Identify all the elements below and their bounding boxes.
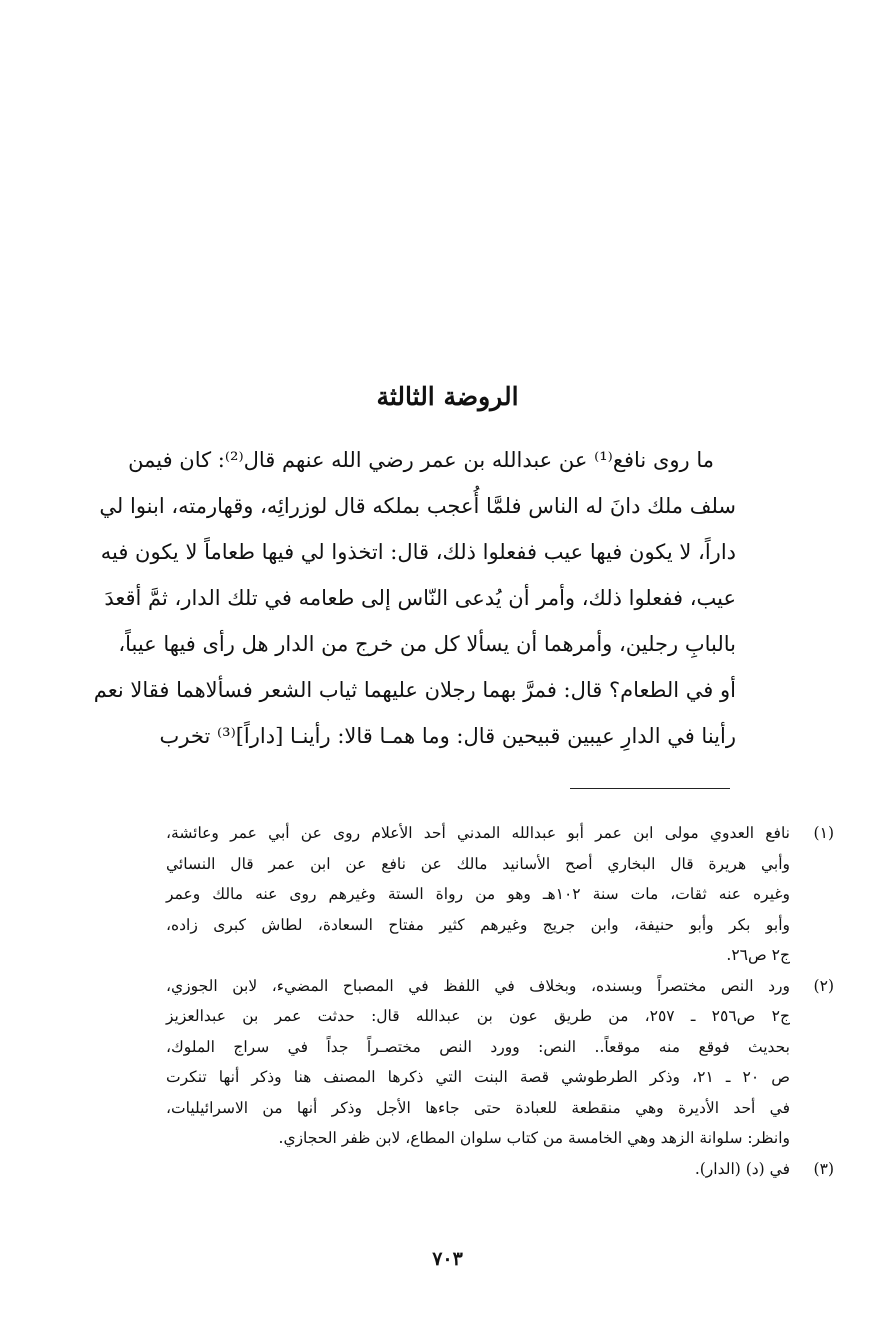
footnote [166, 818, 834, 971]
main-text [93, 437, 736, 759]
footnote-line: وأبي هريرة قال البخاري أصح الأسانيد مالك عن نافع عن ابن عمر قال النسائي [166, 854, 790, 873]
main-text-line: ما روى نافع⁽¹⁾ عن عبدالله بن عمر رضي الله عنهم قال⁽²⁾: كان فيمن [128, 448, 714, 472]
footnote-number: (١) [813, 824, 834, 842]
footnote [166, 1154, 834, 1185]
footnote-line: وأبو بكر وأبو حنيفة، وابن جريج وغيرهم كثير مفتاح السعادة، لطاش كبرى زاده، [166, 915, 790, 934]
footnote-number: (٢) [813, 976, 834, 995]
main-text-line: داراً، لا يكون فيها عيب ففعلوا ذلك، قال: اتخذوا لي فيها طعاماً لا يكون فيه [100, 540, 736, 564]
footnote-separator [570, 788, 730, 789]
footnote-line: ص ٢٠ ـ ٢١، وذكر الطرطوشي قصة البنت التي ذكرها المصنف هنا وذكر أنها تنكرت [166, 1068, 790, 1086]
main-text-line: سلف ملك دانَ له الناس فلمَّا أُعجب بملكه قال لوزرائِه، وقهارمته، ابنوا لي [99, 494, 736, 518]
main-text-line: بالبابِ رجلين، وأمرهما أن يسألا كل من خرج من الدار هل رأى فيها عيباً، [118, 632, 736, 656]
footnote-line: ورد النص مختصراً وبسنده، وبخلاف في اللفظ في المصباح المضيء، لابن الجوزي، [166, 976, 790, 995]
footnote-line: وغيره عنه ثقات، مات سنة ١٠٢هـ وهو من رواة الستة وغيرهم روى عنه مالك وعمر [166, 885, 790, 903]
footnote-line: في (د) (الدار). [694, 1159, 790, 1178]
footnote-number: (٣) [813, 1159, 834, 1178]
chapter-title: الروضة الثالثة [376, 382, 519, 411]
footnote-line: ج٢ ص٢٦. [726, 946, 790, 964]
footnote-line: نافع العدوي مولى ابن عمر أبو عبدالله المدني أحد الأعلام روى عن أبي عمر وعائشة، [166, 824, 790, 842]
footnote-line: ج٢ ص٢٥٦ ـ ٢٥٧، من طريق عون بن عبدالله قال: حدثت عمر بن عبدالعزيز [166, 1007, 790, 1025]
footnote-line: في أحد الأديرة وهي منقطعة للعبادة حتى جاءها الأجل وذكر أنها من الاسرائيليات، [166, 1098, 790, 1117]
main-text-line: عيب، ففعلوا ذلك، وأمر أن يُدعى النّاس إلى طعامه في تلك الدار، ثمَّ أقعدَ [104, 586, 736, 610]
footnote-line: وانظر: سلوانة الزهد وهي الخامسة من كتاب سلوان المطاع، لابن ظفر الحجازي. [278, 1129, 790, 1147]
footnote-line: بحديث فوقع منه موقعاً.. النص: وورد النص مختصـراً جداً في سراج الملوك، [166, 1037, 790, 1056]
footnotes [166, 818, 834, 1184]
page-number: ٧٠٣ [432, 1248, 463, 1270]
main-text-line: أو في الطعام؟ قال: فمرَّ بهما رجلان عليهما ثياب الشعر فسألاهما فقالا نعم [93, 678, 736, 702]
main-text-line: رأينا في الدارِ عيبين قبيحين قال: وما همـا قالا: رأينـا [داراً]⁽³⁾ تخرب [159, 724, 736, 748]
footnote [166, 971, 834, 1154]
